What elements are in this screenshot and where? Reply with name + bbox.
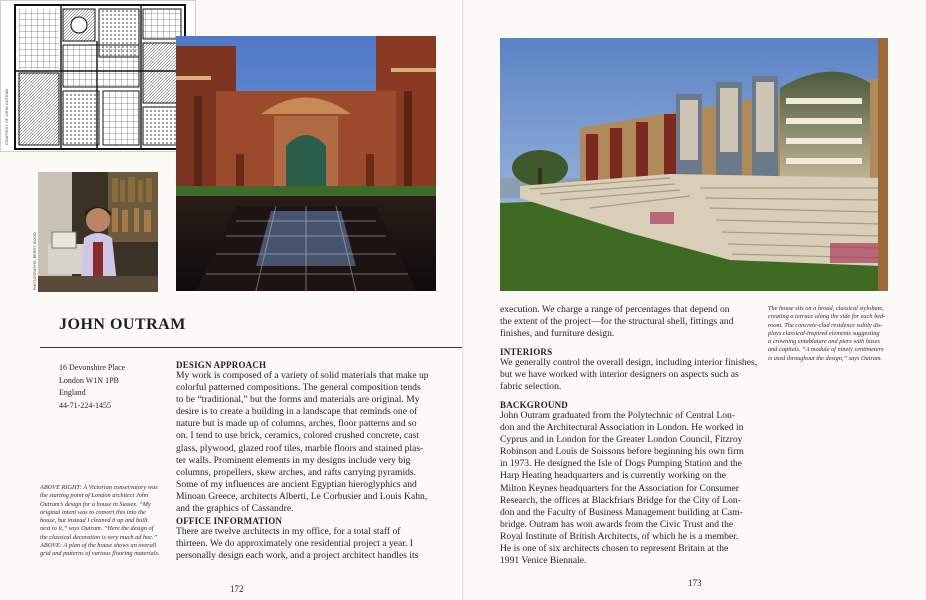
caption-line: creating a terrace along the side for each bed- xyxy=(768,313,886,321)
text-line: on. I tend to use brick, ceramics, colored crushed concrete, cast xyxy=(176,430,419,442)
text-line: in 1973. He designed the Isle of Dogs Pumping Station and the xyxy=(500,458,742,470)
background-heading: BACKGROUND xyxy=(500,400,569,410)
caption-line: a crowning entablature and piers with bases xyxy=(768,338,880,346)
text-line: He is one of six architects chosen to represent Britain at the xyxy=(500,543,729,555)
text-line: to be “traditional,” but the forms and materials are original. My xyxy=(176,394,420,406)
text-line: 1991 Venice Biennale. xyxy=(500,555,587,567)
interiors-text xyxy=(500,357,760,393)
text-line: My work is composed of a variety of solid materials that make up xyxy=(176,370,429,381)
design-approach-text xyxy=(176,370,462,515)
text-line: Milton Keynes headquarters for the Association for Consumer xyxy=(500,482,739,494)
text-line: Research, the offices at Blackfriars Bridge for the City of Lon- xyxy=(500,494,741,506)
text-line: John Outram graduated from the Polytechnic of Central Lon- xyxy=(500,410,735,421)
continuation-text xyxy=(500,304,760,340)
text-line: thirteen. We do approximately one residential project a year. I xyxy=(176,538,413,550)
text-line: Cyprus and in London for the Greater London Council, Fitzroy xyxy=(500,434,743,446)
header-rule xyxy=(40,347,462,348)
right-photo-caption xyxy=(768,305,898,363)
caption-line: Outram’s design for a house in Sussex. “My xyxy=(40,500,151,508)
background-text xyxy=(500,410,760,567)
text-line: the extent of the project—for the structural shell, fittings and xyxy=(500,316,734,328)
caption-line: the classical decoration is very much ad hoc.” xyxy=(40,533,158,541)
page-number-left: 172 xyxy=(230,584,244,594)
address-line: London W1N 1PB xyxy=(59,375,119,385)
floor-plan-image xyxy=(0,0,196,152)
text-line: finishes, and furniture design. xyxy=(500,328,615,340)
design-approach-heading: DESIGN APPROACH xyxy=(176,360,267,370)
text-line: Robinson and Louis de Soissons before beginning his own firm xyxy=(500,446,744,458)
architect-name: JOHN OUTRAM xyxy=(59,316,186,333)
caption-line: is used throughout the design,” says Outram. xyxy=(768,354,883,362)
phone-number: 44-71-224-1455 xyxy=(59,400,111,410)
page-number-right: 173 xyxy=(688,578,702,588)
conservatory-photo xyxy=(176,36,436,291)
caption-line: room. The concrete-clad residence subtly dis- xyxy=(768,321,883,329)
address-line: 16 Devonshire Place xyxy=(59,363,126,372)
caption-line: grid and patterns of various flooring materials. xyxy=(40,550,160,558)
caption-line: next to it,” says Outram. “Here the design of xyxy=(40,525,154,533)
text-line: glass, plywood, glazed roof tiles, marble floors and stained plas- xyxy=(176,442,424,454)
text-line: There are twelve architects in my office, for a total staff of xyxy=(176,526,401,537)
text-line: fabric selection. xyxy=(500,381,562,393)
house-exterior-photo xyxy=(500,38,888,291)
caption-line: ABOVE: A plan of the house shows an overall xyxy=(40,542,157,550)
text-line: ter walls. Prominent elements in my designs include very big xyxy=(176,454,411,466)
text-line: and the graphics of Cassandre. xyxy=(176,503,294,515)
text-line: desire is to create a building in a landscape that reminds one of xyxy=(176,406,418,418)
caption-line: the starting point of London architect John xyxy=(40,492,149,500)
book-gutter xyxy=(462,0,464,600)
text-line: but we have worked with interior designers on aspects such as xyxy=(500,369,739,381)
text-line: columns, propellers, skew arches, and rafts carrying pyramids. xyxy=(176,466,417,478)
text-line: personally design each work, and a project architect handles its xyxy=(176,550,419,562)
text-line: don and the Faculty of Business Management building at Cam- xyxy=(500,506,743,518)
address-block xyxy=(59,362,125,412)
office-information-heading: OFFICE INFORMATION xyxy=(176,516,283,526)
plan-credit: COURTESY OF JOHN OUTRAM xyxy=(5,88,9,145)
text-line: execution. We charge a range of percentages that depend on xyxy=(500,304,730,315)
caption-line: house, but instead I cleaned it up and built xyxy=(40,517,148,525)
text-line: nature but is made up of columns, arches, floor patterns and so xyxy=(176,418,417,430)
text-line: bridge. Outram has won awards from the Civic Trust and the xyxy=(500,518,734,530)
text-line: Royal Institute of British Architects, of which he is a member. xyxy=(500,530,739,542)
text-line: Some of my influences are ancient Egyptian hieroglyphics and xyxy=(176,478,417,490)
interiors-heading: INTERIORS xyxy=(500,347,553,357)
portrait-credit: PHOTOGRAPHS: BERRY WOOD xyxy=(33,232,37,290)
text-line: We generally control the overall design, including interior finishes, xyxy=(500,357,758,368)
office-information-text xyxy=(176,526,462,562)
caption-line: The house sits on a broad, classical stylobate, xyxy=(768,305,884,312)
text-line: Harp Heating headquarters and is currently working on the xyxy=(500,470,726,482)
address-line: England xyxy=(59,388,86,397)
caption-line: ABOVE RIGHT: A Victorian conservatory was xyxy=(40,484,158,491)
text-line: don and the Architectural Association in London. He worked in xyxy=(500,422,744,434)
architect-portrait-photo xyxy=(33,172,158,292)
caption-line: and capitals. “A module of ninety centimeters xyxy=(768,346,884,354)
text-line: colorful patterned compositions. The general composition tends xyxy=(176,382,421,394)
text-line: Minoan Greece, architects Alberti, Le Corbusier and Louis Kahn, xyxy=(176,490,428,502)
caption-line: original intent was to convert this into the xyxy=(40,508,146,516)
left-photo-caption xyxy=(40,484,178,559)
caption-line: plays classical-inspired elements suggesting xyxy=(768,329,880,337)
